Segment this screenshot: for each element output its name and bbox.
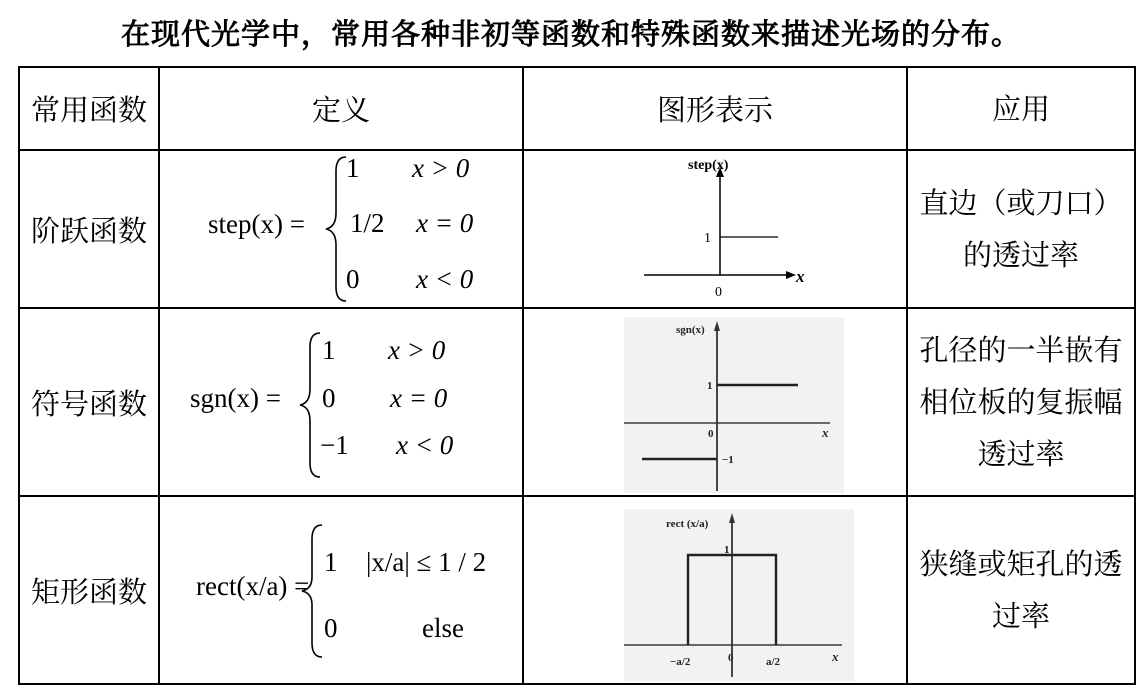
definition-cell [159, 150, 523, 308]
application-cell [907, 496, 1135, 684]
definition-cell [159, 496, 523, 684]
application-line: 孔径的一半嵌有 [919, 333, 1123, 367]
graph-label-neg: −a/2 [670, 656, 691, 668]
graph-label-one: 1 [707, 380, 713, 392]
function-table [18, 66, 1136, 685]
application-cell [907, 308, 1135, 496]
case-value: 0 [346, 264, 360, 294]
graph-cell [523, 150, 907, 308]
case-value: 1 [346, 153, 360, 183]
graph-cell [523, 496, 907, 684]
table-row [19, 308, 1135, 496]
graph-label-one: 1 [704, 231, 711, 246]
header-graph: 图形表示 [523, 67, 907, 150]
graph-label-zero: 0 [728, 652, 734, 664]
brace-icon [160, 309, 522, 495]
application-line: 相位板的复振幅 [919, 385, 1123, 419]
graph-label-x: x [832, 649, 839, 664]
rect-plot [524, 497, 906, 683]
application-line: 的透过率 [962, 238, 1079, 272]
function-name: 符号函数 [19, 308, 159, 496]
case-condition: x > 0 [412, 153, 470, 183]
graph-label-zero: 0 [715, 285, 722, 300]
application-line: 透过率 [977, 437, 1065, 471]
case-condition: x = 0 [390, 383, 448, 413]
case-condition: else [422, 613, 464, 643]
application-line: 直边（或刀口） [919, 186, 1123, 220]
graph-title: step(x) [688, 158, 729, 173]
definition-cell [159, 308, 523, 496]
graph-label-pos: a/2 [766, 656, 781, 668]
def-lhs: sgn(x) = [190, 383, 281, 413]
function-name: 阶跃函数 [19, 150, 159, 308]
case-condition: x = 0 [416, 208, 474, 238]
case-value: 0 [324, 613, 338, 643]
graph-label-minus-one: −1 [722, 454, 734, 466]
case-value: 1 [324, 547, 338, 577]
case-value: 1/2 [350, 208, 385, 238]
graph-label-x: x [796, 267, 805, 286]
function-name: 矩形函数 [19, 496, 159, 684]
case-value: 0 [322, 383, 336, 413]
graph-label-x: x [822, 425, 829, 440]
def-lhs: rect(x/a) = [196, 571, 310, 601]
graph-title: rect (x/a) [666, 518, 709, 530]
def-lhs: step(x) = [208, 209, 305, 239]
header-row [19, 67, 1135, 150]
case-value: 1 [322, 335, 336, 365]
application-line: 过率 [991, 599, 1050, 633]
step-plot [524, 151, 906, 307]
page-title: 在现代光学中，常用各种非初等函数和特殊函数来描述光场的分布。 [120, 17, 1021, 51]
case-condition: |x/a| ≤ 1 / 2 [366, 547, 487, 577]
graph-label-one: 1 [724, 544, 730, 556]
sgn-plot [524, 309, 906, 495]
header-func: 常用函数 [19, 67, 159, 150]
graph-title: sgn(x) [676, 324, 705, 336]
case-value: −1 [320, 430, 349, 460]
header-app: 应用 [907, 67, 1135, 150]
brace-icon [160, 497, 522, 683]
table-row [19, 496, 1135, 684]
table-row [19, 150, 1135, 308]
header-def: 定义 [159, 67, 523, 150]
case-condition: x < 0 [396, 430, 454, 460]
graph-cell [523, 308, 907, 496]
case-condition: x < 0 [416, 264, 474, 294]
graph-label-zero: 0 [708, 428, 714, 440]
case-condition: x > 0 [388, 335, 446, 365]
application-cell [907, 150, 1135, 308]
application-line: 狭缝或矩孔的透 [919, 547, 1123, 581]
